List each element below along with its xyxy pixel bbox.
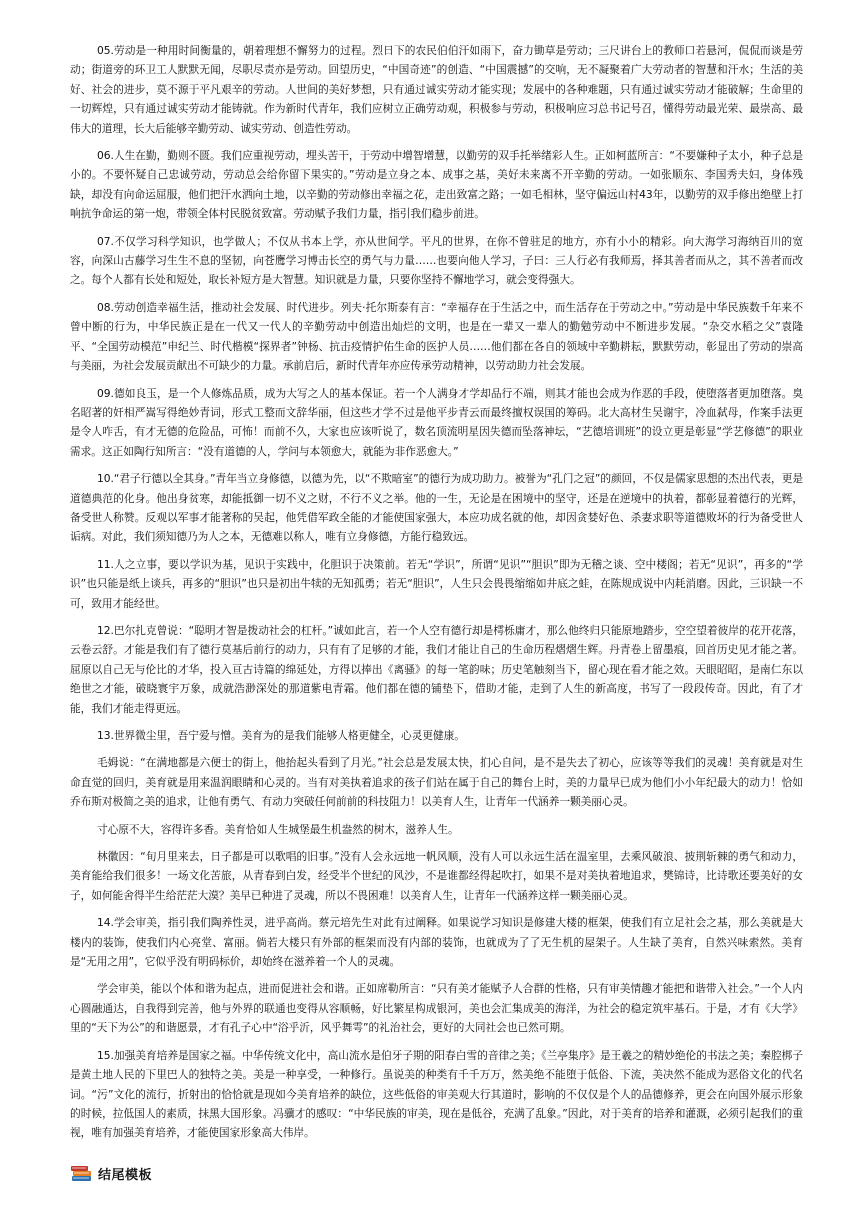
paragraph-08: 08.劳动创造幸福生活，推动社会发展、时代进步。列夫·托尔斯泰有言：“幸福存在于生活之中，而生活存在于劳动之中。”劳动是中华民族数千年来不曾中断的行为，中华民族正是在一代又一代人的辛勤劳动中创造出灿烂的文明，也是在一辈又一辈人的勤勉劳动中不断进步发展。“杂交水稻之父”袁隆平、“全国劳动模范”申纪兰、时代楷模“探界者”钟杨、抗击疫情护佑生命的医护人员……他们都在各自的领域中辛勤耕耘，默默劳动，彰显出了劳动的崇高与美丽，为社会发展贡献出不可缺少的力量。承前启后，新时代青年亦应传承劳动精神，以劳动助力社会发展。 <box>70 300 803 373</box>
paragraph-13-heart: 寸心原不大，容得许多香。美育恰如人生城堡最生机盎然的树木，滋养人生。 <box>97 822 459 836</box>
paragraph-12: 12.巴尔扎克曾说：“聪明才智是拨动社会的杠杆。”诚如此言，若一个人空有德行却是樗栎庸才，那么他终归只能原地踏步，空空望着彼岸的花开花落，云卷云舒。才能是我们有了德行莫基后前行的动力，只有有了足够的才能，我们才能让自己的生命历程熠熠生辉。丹青卷上留墨痕，回首历史见才能之著。屈原以自己无与伦比的才华，投入亘古诗篇的绵延处，方得以捧出《离骚》的每一笔韵味；历史笔触刻当下，留心现在看才能之效。天眼昭昭，是南仁东以绝世之才能，破晓寰宇万象，成就浩渺深处的那道紫电青霜。他们都在德的铺垫下，借助才能，走到了人生的新高度，书写了一段段传奇。因此，有了才能，我们才能走得更远。 <box>70 623 803 715</box>
paragraph-05: 05.劳动是一种用时间衡量的，朝着理想不懈努力的过程。烈日下的农民伯伯汗如雨下，奋力锄草是劳动；三尺讲台上的教师口若悬河，侃侃而谈是劳动；街道旁的环卫工人默默无闻，尽职尽责亦是劳动。回望历史，“中国奇迹”的创造、“中国震撼”的交响，无不凝聚着广大劳动者的智慧和汗水；生活的美好、社会的进步，莫不源于平凡艰辛的劳动。人世间的美好梦想，只有通过诚实劳动才能实现；发展中的各种难题，只有通过诚实劳动才能破解；生命里的一切辉煌，只有通过诚实劳动才能铸就。作为新时代青年，我们应树立正确劳动观，积极参与劳动，积极响应习总书记号召，懂得劳动最光荣、最崇高、最伟大的道理，长大后能够辛勤劳动、诚实劳动、创造性劳动。 <box>70 44 803 135</box>
paragraph-09: 09.德如良玉，是一个人修炼品质，成为大写之人的基本保证。若一个人满身才学却品行不端，则其才能也会成为作恶的手段，使堕落者更加堕落。臭名昭著的奸相严嵩写得绝妙青词，形式工整而文辞华丽，但这些才学不过是他平步青云而最终擅权误国的筹码。北大高材生吴谢宇，冷血弑母，作案手法更是令人咋舌，有才无德的危险品，可怖！而前不久，大家也应该听说了，数名顶流明星因失德而坠落神坛，“艺德培训班”的设立更是彰显“学艺修德”的职业需求。这正如陶行知所言：“没有道德的人，学问与本领愈大，就能为非作恶愈大。” <box>70 386 803 458</box>
paragraph-13-maugham: 毛姆说：“在满地都是六便士的街上，他抬起头看到了月光。”社会总是发展太快，扪心自问，是不是失去了初心，应该等等我们的灵魂！美育就是对生命直觉的回归，美育就是用来温润眼睛和心灵的。当有对美执着追求的孩子们站在属于自己的舞台上时，美的力量早已成为他们小小年纪最大的动力！恰如乔布斯对极简之美的追求，让他有勇气、有动力突破任何前前的科技阻力！以美育人生，让青年一代涵养一颗美丽心灵。 <box>70 756 803 809</box>
book-stack-icon <box>70 1163 96 1183</box>
paragraph-14: 14.学会审美，指引我们陶养性灵，进乎高尚。蔡元培先生对此有过阐释。如果说学习知识是修建大楼的框架，使我们有立足社会之基，那么美就是大楼内的装饰，使我们内心亮堂、富丽。倘若大楼只有外部的框架而没有内部的装饰，也就成为了了无生机的屋架子。人生缺了美育，自然兴味索然。美育是“无用之用”，它似乎没有明码标价，却始终在滋养着一个人的灵魂。 <box>70 916 803 969</box>
paragraph-15: 15.加强美育培养是国家之福。中华传统文化中，高山流水是伯牙子期的阳春白雪的音律之美；《兰亭集序》是王羲之的精妙绝伦的书法之美；秦腔梆子是黄土地人民的下里巴人的独特之美。美是一种享受，一种修行。虽说美的种类有千千万万，然美绝不能堕于低俗、下流，美决然不能成为恶俗文化的代名词。“污”文化的流行，折射出的恰恰就是现如今美育培养的缺位，这些低俗的审美观大行其道时，影响的不仅仅是个人的品德修养，更会在向国外展示形象的时候，拉低国人的素质，抹黑大国形象。冯骥才的感叹：“中华民族的审美，现在是低谷，充满了乱象。”因此，对于美育的培养和灌溉，必须引起我们的重视，唯有加强美育培养，才能使国家形象高大伟岸。 <box>70 1048 803 1140</box>
paragraph-07: 07.不仅学习科学知识，也学做人；不仅从书本上学，亦从世间学。平凡的世界，在你不曾驻足的地方，亦有小小的精彩。向大海学习海纳百川的宽容，向深山古藤学习生生不息的坚韧，向苍鹰学习博击长空的勇气与力量……也要向他人学习，子曰：三人行必有我师焉，择其善者而从之，其不善者而改之。每个人都有长处和短处，取长补短方是大智慧。知识就是力量，只要你坚持不懈地学习，就会变得强大。 <box>70 234 803 287</box>
footer-label: 结尾模板 <box>98 1167 153 1183</box>
paragraph-14-harmony: 学会审美，能以个体和谐为起点，进而促进社会和谐。正如席勒所言：“只有美才能赋予人合群的性格，只有审美情趣才能把和谐带入社会。”一个人内心圆融通达，自我得到完善，他与外界的联通也变得从容顺畅，好比繁星构成银河，美也会汇集成美的海洋，为社会的稳定筑牢基石。于是，才有《大学》里的“天下为公”的和谐愿景，才有孔子心中“浴乎沂，风乎舞雩”的礼治社会，更好的大同社会也已然可期。 <box>70 982 803 1035</box>
paragraph-10: 10.“君子行德以全其身。”青年当立身修德，以德为先，以“不欺暗室”的德行为成功助力。被誉为“孔门之冠”的颜回，不仅是儒家思想的杰出代表，更是道德典范的化身。他出身贫寒，却能抵御一切不义之财，不行不义之举。他的一生，无论是在困境中的坚守，还是在逆境中的执着，都彰显着德行的光辉，备受世人称赞。反观以军事才能著称的吴起，他凭借军政全能的才能使国家强大，本应功成名就的他，却因贪婪好色、杀妻求职等道德败坏的行为备受世人诟病。对此，我们须知德乃为人之本，无德难以称人，唯有立身修德，方能行稳致远。 <box>70 472 803 544</box>
essay-body <box>70 41 803 1151</box>
paragraph-13-linhuiyin: 林徽因：“旬月里来去，日子都是可以歌唱的旧事。”没有人会永远地一帆风顺，没有人可以永远生活在温室里，去乘风破浪、披荆斩棘的勇气和动力，美育能给我们很多！一场文化苦旅，从青春到白发，经受半个世纪的风沙，不是谁都经得起吹打，如果不是对美执着地追求，樊锦诗，比诗歌还要美好的女子，如何能舍得半生给茫茫大漠？美早已种进了灵魂，所以不畏困难！以美育人生，让青年一代涵养这样一颗美丽心灵。 <box>70 850 803 902</box>
paragraph-06: 06.人生在勤，勤则不匮。我们应重视劳动，埋头苦干，于劳动中增智增慧，以勤劳的双手托举绪彩人生。正如柯蓝所言：“不要嫌种子太小，种子总是小的。不要怀疑自己忠诚劳动，劳动总会给你留下果实的。”劳动是立身之本、成事之基，美好未来离不开辛勤的劳动。一如张顺东、李国秀夫妇，身体残缺，却没有向命运屈服，他们把汗水洒向土地，以辛勤的劳动修出幸福之花，走出致富之路；一如毛相林，坚守偏远山村43年，以勤劳的双手修出绝壁上打响抗争命运的第一炮，带领全体村民脱贫致富。劳动赋予我们力量，指引我们稳步前进。 <box>70 149 803 221</box>
footer-section <box>70 1163 152 1183</box>
paragraph-11: 11.人之立事，要以学识为基，见识于实践中，化胆识于决策前。若无“学识”，所谓“见识”“胆识”即为无稽之谈、空中楼阁；若无“见识”，再多的“学识”也只能是纸上谈兵，再多的“胆识”也只是初出牛犊的无知孤勇；若无“胆识”，人生只会畏畏缩缩如井底之蛙，在陈规成说中内耗消磨。因此，三识缺一不可，致用才能经世。 <box>70 557 803 610</box>
paragraph-13: 13.世界微尘里，吾宁爱与憎。美育为的是我们能够人格更健全，心灵更健康。 <box>97 729 465 742</box>
